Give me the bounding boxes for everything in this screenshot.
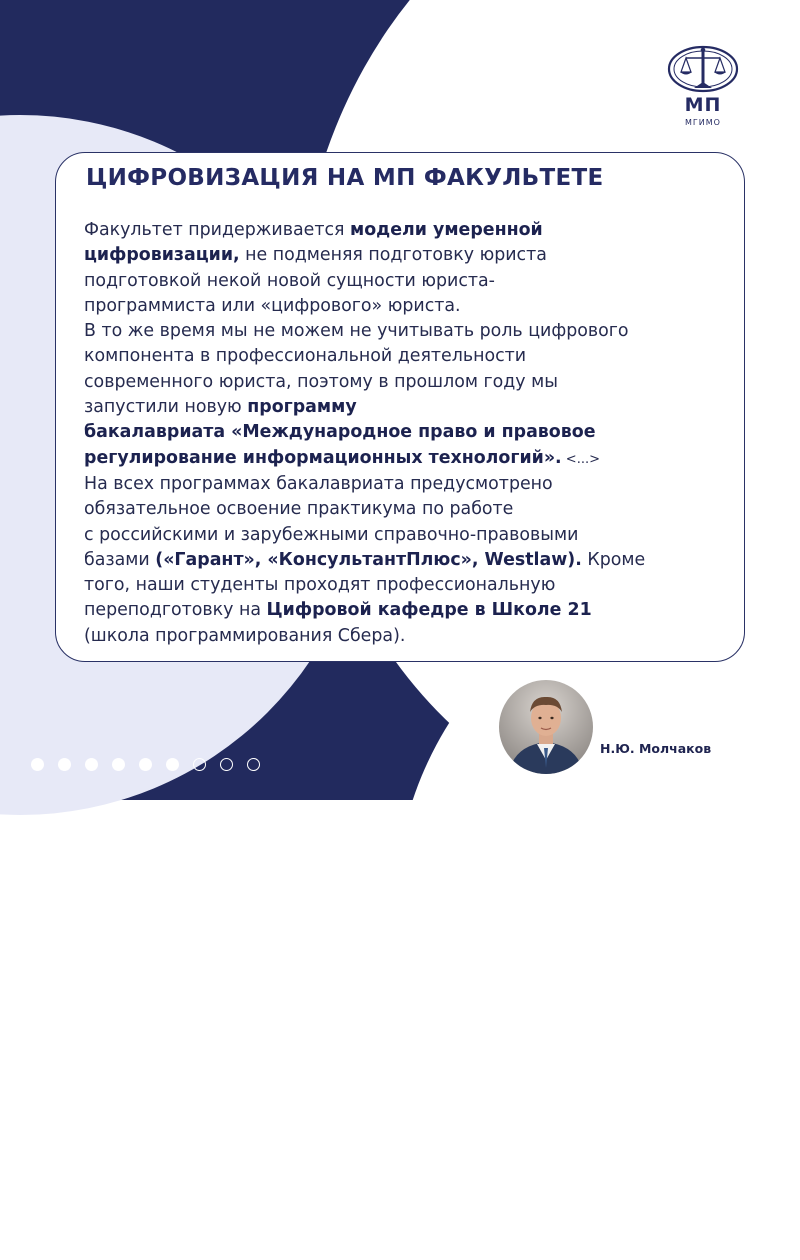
- body-line: [84, 319, 734, 344]
- card-title: ЦИФРОВИЗАЦИЯ НА МП ФАКУЛЬТЕТЕ: [86, 165, 604, 191]
- pagination-dot[interactable]: [193, 758, 206, 771]
- author-avatar: [499, 680, 593, 774]
- body-text: В то же время мы не можем не учитывать роль цифрового: [84, 321, 629, 342]
- body-text: обязательное освоение практикума по работе: [84, 499, 514, 520]
- body-line: [84, 598, 734, 623]
- body-text-bold: Цифровой кафедре в Школе 21: [266, 600, 592, 621]
- body-text-bold: цифровизации,: [84, 245, 240, 266]
- body-text: Факультет придерживается: [84, 220, 351, 240]
- body-line: [84, 420, 734, 445]
- faculty-logo: [664, 44, 742, 134]
- body-text: запустили новую: [84, 397, 248, 418]
- body-text: компонента в профессиональной деятельности: [84, 346, 527, 367]
- body-text: <...>: [561, 451, 600, 467]
- body-text: Кроме: [581, 549, 646, 570]
- body-line: [84, 446, 734, 472]
- body-text: На всех программах бакалавриата предусмотрено: [84, 473, 553, 494]
- logo-title: МП: [684, 94, 722, 116]
- card-body-text: [84, 218, 734, 649]
- body-line: [84, 370, 734, 395]
- content-card: [55, 152, 745, 662]
- body-line: [84, 294, 734, 319]
- body-line: [84, 548, 734, 573]
- body-line: [84, 624, 734, 649]
- body-text: (школа программирования Сбера).: [84, 625, 406, 646]
- logo-subtitle: МГИМО: [685, 118, 721, 127]
- body-text: современного юриста, поэтому в прошлом году мы: [84, 371, 558, 392]
- body-text-bold: модели умеренной: [350, 220, 543, 240]
- pagination-dot[interactable]: [139, 758, 152, 771]
- pagination-dot[interactable]: [220, 758, 233, 771]
- body-text: переподготовку на: [84, 600, 267, 621]
- body-line: [84, 344, 734, 369]
- body-line: [84, 243, 734, 268]
- pagination-dot[interactable]: [247, 758, 260, 771]
- pagination-dot[interactable]: [85, 758, 98, 771]
- pagination-dot[interactable]: [31, 758, 44, 771]
- body-line: [84, 269, 734, 294]
- body-text-bold: бакалавриата «Международное право и правовое: [84, 422, 596, 443]
- person-portrait-icon: [499, 680, 593, 774]
- body-line: [84, 497, 734, 522]
- body-text: базами: [84, 549, 156, 570]
- body-line: [84, 523, 734, 548]
- body-line: [84, 573, 734, 598]
- body-line: [84, 218, 734, 243]
- body-text: не подменяя подготовку юриста: [239, 245, 547, 266]
- body-text-bold: регулирование информационных технологий».: [84, 447, 562, 468]
- pagination-dot[interactable]: [58, 758, 71, 771]
- scales-of-justice-emblem-icon: [664, 44, 742, 94]
- pagination-dot[interactable]: [166, 758, 179, 771]
- author-name: Н.Ю. Молчаков: [600, 741, 712, 756]
- pagination-dot[interactable]: [112, 758, 125, 771]
- body-text: с российскими и зарубежными справочно-правовыми: [84, 524, 579, 545]
- body-line: [84, 395, 734, 420]
- body-text: того, наши студенты проходят профессиональную: [84, 575, 556, 596]
- body-text-bold: («Гарант», «КонсультантПлюс», Westlaw).: [155, 549, 582, 570]
- body-line: [84, 472, 734, 497]
- body-text: подготовкой некой новой сущности юриста-: [84, 270, 495, 291]
- body-text: программиста или «цифрового» юриста.: [84, 295, 461, 316]
- body-text-bold: программу: [247, 397, 357, 418]
